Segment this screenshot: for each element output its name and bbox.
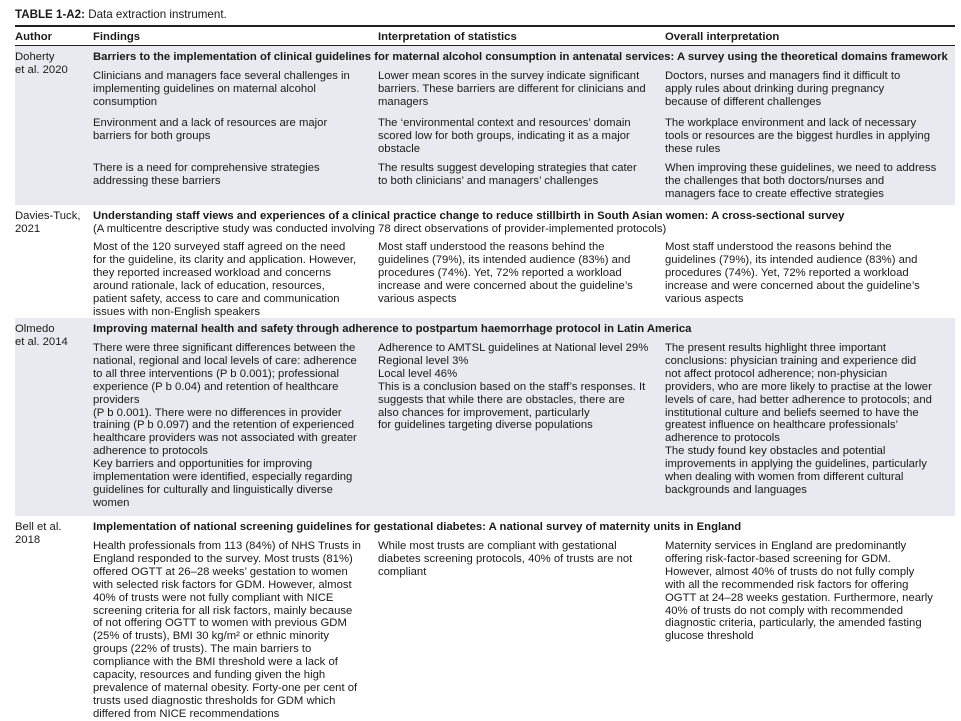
- interpretation-cell: Adherence to AMTSL guidelines at National level 29% Regional level 3% Local level 46% This is a conclusion based on the staff’s responses. It suggests that while there are obstacles, there are also chances for improvement, particularly for guidelines targeting diverse populations: [378, 342, 649, 432]
- row-study-title: Barriers to the implementation of clinical guidelines for maternal alcohol consumption in antenatal services: A survey using the theoretical domains framework: [93, 51, 948, 63]
- findings-cell: There were three significant differences between the national, regional and local levels of care: adherence to all three interventions (P b 0.001); professional experience (P b 0.04) and retention of healthcare providers (P b 0.001). There were no differences in provider training (P b 0.097) and the retention of experienced healthcare providers was not associated with greater adherence to protocols Key barriers and opportunities for improving implementation were identified, especially regarding guidelines for culturally and linguistically diverse women: [93, 342, 357, 509]
- table-caption-text: Data extraction instrument.: [85, 8, 227, 21]
- findings-cell: Most of the 120 surveyed staff agreed on the need for the guideline, its clarity and application. However, they reported increased workload and concerns around rationale, lack of education, resources, patient safety, access to care and communication issues with non-English speakers: [93, 241, 357, 318]
- table-caption-label: TABLE 1-A2:: [15, 8, 85, 21]
- row-study-title: Improving maternal health and safety through adherence to postpartum haemorrhage protocol in Latin America: [93, 323, 692, 335]
- row-study-title: Implementation of national screening guidelines for gestational diabetes: A national survey of maternity units in England: [93, 521, 742, 533]
- table-row: [15, 205, 955, 318]
- table-row: [15, 516, 955, 719]
- interpretation-cell: While most trusts are compliant with gestational diabetes screening protocols, 40% of trusts are not compliant: [378, 540, 633, 578]
- table-row: [15, 46, 955, 205]
- overall-cell: When improving these guidelines, we need to address the challenges that both doctors/nurses and managers face to create effective strategies: [665, 162, 937, 200]
- table-row: [15, 318, 955, 516]
- findings-cell: Health professionals from 113 (84%) of NHS Trusts in England responded to the survey. Most trusts (81%) offered OGTT at 26–28 weeks’ gestation to women with selected risk factors for GDM. However, almost 40% of trusts were not fully compliant with NICE screening criteria for all risk factors, mainly because of not offering OGTT to women with previous GDM (25% of trusts), BMI 30 kg/m² or ethnic minority groups (22% of trusts). The main barriers to compliance with the BMI threshold were a lack of capacity, resources and funding given the high prevalence of maternal obesity. Forty-one per cent of trusts used diagnostic thresholds for GDM which differed from NICE recommendations: [93, 540, 361, 720]
- findings-cell: Clinicians and managers face several challenges in implementing guidelines on maternal alcohol consumption: [93, 70, 350, 108]
- row-author: Doherty et al. 2020: [15, 51, 68, 76]
- column-header-interpretation: Interpretation of statistics: [378, 31, 517, 43]
- column-header-overall: Overall interpretation: [665, 31, 780, 43]
- findings-cell: There is a need for comprehensive strategies addressing these barriers: [93, 162, 320, 187]
- row-author: Davies-Tuck, 2021: [15, 210, 81, 235]
- overall-cell: The workplace environment and lack of necessary tools or resources are the biggest hurdles in applying these rules: [665, 117, 931, 155]
- overall-cell: Maternity services in England are predominantly offering risk-factor-based screening for GDM. However, almost 40% of trusts do not fully comply with all the recommended risk factors for offering OGTT at 24–28 weeks gestation. Furthermore, nearly 40% of trusts do not comply with recommended diagnostic criteria, particularly, the amended fasting glucose threshold: [665, 540, 933, 643]
- top-rule: [15, 25, 955, 27]
- column-header-findings: Findings: [93, 31, 141, 43]
- table-caption: [15, 9, 227, 22]
- overall-cell: Most staff understood the reasons behind the guidelines (79%), its intended audience (83%) and procedures (74%). Yet, 72% reported a workload increase and were concerned about the guideline’s various aspects: [665, 241, 920, 305]
- column-header-author: Author: [15, 31, 53, 43]
- row-author: Bell et al. 2018: [15, 521, 62, 546]
- table-header: [15, 28, 955, 45]
- overall-cell: Doctors, nurses and managers find it difficult to apply rules about drinking during pregnancy because of different challenges: [665, 70, 901, 108]
- row-study-note: (A multicentre descriptive study was conducted involving 78 direct observations of provider-implemented protocols): [93, 223, 667, 235]
- overall-cell: The present results highlight three important conclusions: physician training and experience did not affect protocol adherence; non-physician providers, who are more likely to practise at the lower levels of care, had better adherence to protocols; and institutional culture and beliefs seemed to have the greatest influence on healthcare professionals’ adherence to protocols The study found key obstacles and potential improvements in applying the guidelines, particularly when dealing with women from different cultural backgrounds and languages: [665, 342, 932, 496]
- row-author: Olmedo et al. 2014: [15, 323, 68, 348]
- findings-cell: Environment and a lack of resources are major barriers for both groups: [93, 117, 328, 142]
- row-study-title: Understanding staff views and experiences of a clinical practice change to reduce stillbirth in South Asian women: A cross-sectional survey: [93, 210, 845, 222]
- interpretation-cell: The ‘environmental context and resources’ domain scored low for both groups, indicating it as a major obstacle: [378, 117, 631, 155]
- interpretation-cell: The results suggest developing strategies that cater to both clinicians’ and managers’ challenges: [378, 162, 637, 187]
- interpretation-cell: Lower mean scores in the survey indicate significant barriers. These barriers are different for clinicians and managers: [378, 70, 646, 108]
- interpretation-cell: Most staff understood the reasons behind the guidelines (79%), its intended audience (83%) and procedures (74%). Yet, 72% reported a workload increase and were concerned about the guideline’s various aspects: [378, 241, 633, 305]
